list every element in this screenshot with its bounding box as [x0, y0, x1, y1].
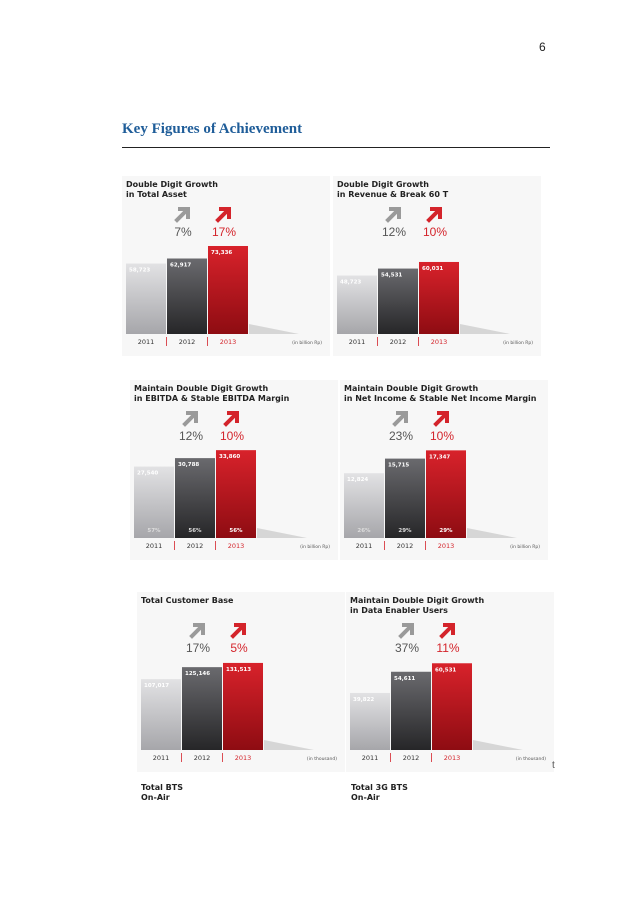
value-label: 107,017	[144, 683, 170, 690]
chart-panel-data-users	[346, 592, 554, 772]
section-title: Key Figures of Achievement	[122, 121, 303, 137]
x-tick-label: 2012	[186, 542, 204, 550]
edge-mark: t	[552, 760, 555, 771]
bar-chart-svg	[137, 592, 345, 772]
x-tick-label: 2013	[430, 338, 448, 346]
margin-label: 29%	[439, 528, 453, 534]
growth-arrow-icon	[233, 625, 244, 636]
value-label: 62,917	[170, 262, 192, 269]
unit-label: (in billion Rp)	[503, 341, 533, 346]
bar-2013	[223, 663, 263, 750]
margin-label: 57%	[147, 528, 161, 534]
x-tick-label: 2011	[348, 338, 366, 346]
growth-arrow-icon	[429, 209, 440, 220]
bar-chart-svg	[340, 380, 548, 560]
chart-panel-revenue	[333, 176, 541, 356]
page-number: 6	[539, 40, 546, 54]
x-tick-label: 2011	[145, 542, 163, 550]
bar-2013	[432, 663, 472, 750]
bar-2012	[167, 258, 207, 334]
growth-arrow-icon	[388, 209, 399, 220]
value-label: 58,723	[129, 267, 151, 274]
bar-2012	[175, 458, 215, 538]
value-label: 12,824	[347, 477, 369, 484]
bar-2013	[216, 450, 256, 538]
bar-shadow	[460, 324, 510, 334]
value-label: 27,540	[137, 470, 159, 477]
bar-2012	[391, 672, 431, 750]
growth-percent: 10%	[219, 429, 245, 443]
bar-chart-svg	[346, 592, 554, 772]
chart-title: Maintain Double Digit Growth in Data Enabler Users	[350, 596, 485, 615]
growth-arrow-icon	[185, 413, 196, 424]
section-divider	[122, 147, 550, 148]
bar-2011	[126, 264, 166, 334]
value-label: 30,788	[178, 462, 200, 469]
margin-label: 29%	[398, 528, 412, 534]
chart-title: Maintain Double Digit Growth in EBITDA & Stable EBITDA Margin	[134, 384, 290, 403]
chart-title: Double Digit Growth in Revenue & Break 60 T	[337, 180, 449, 199]
growth-arrow-icon	[401, 625, 412, 636]
growth-arrow-icon	[436, 413, 447, 424]
x-tick-label: 2012	[389, 338, 407, 346]
growth-percent: 12%	[381, 225, 407, 239]
bar-2012	[182, 667, 222, 750]
value-label: 60,531	[435, 667, 457, 674]
value-label: 73,336	[211, 249, 233, 256]
chart-panel-ebitda	[130, 380, 338, 560]
growth-percent: 12%	[178, 429, 204, 443]
chart-panel-total-asset	[122, 176, 330, 356]
total-bts-label: Total BTS On-Air	[141, 783, 183, 802]
bar-2013	[208, 246, 248, 334]
unit-label: (in thousand)	[515, 757, 546, 762]
growth-arrow-icon	[442, 625, 453, 636]
unit-label: (in billion Rp)	[292, 341, 322, 346]
x-tick-label: 2013	[437, 542, 455, 550]
growth-percent: 7%	[174, 225, 192, 239]
growth-arrow-icon	[218, 209, 229, 220]
value-label: 15,715	[388, 462, 410, 469]
unit-label: (in billion Rp)	[510, 545, 540, 550]
growth-percent: 5%	[230, 641, 248, 655]
value-label: 39,822	[353, 696, 375, 703]
bar-chart-svg	[122, 176, 330, 356]
margin-label: 26%	[357, 528, 371, 534]
chart-title: Maintain Double Digit Growth in Net Income & Stable Net Income Margin	[344, 384, 537, 403]
value-label: 131,513	[226, 666, 252, 673]
x-tick-label: 2013	[234, 754, 252, 762]
value-label: 17,347	[429, 454, 451, 461]
bar-shadow	[264, 740, 314, 750]
growth-percent: 37%	[394, 641, 420, 655]
value-label: 60,031	[422, 265, 444, 272]
chart-panel-net-income	[340, 380, 548, 560]
chart-title: Total Customer Base	[141, 596, 234, 605]
unit-label: (in billion Rp)	[300, 545, 330, 550]
x-tick-label: 2011	[152, 754, 170, 762]
x-tick-label: 2011	[361, 754, 379, 762]
chart-panel-customer-base	[137, 592, 345, 772]
growth-percent: 17%	[185, 641, 211, 655]
growth-percent: 17%	[211, 225, 237, 239]
value-label: 54,531	[381, 272, 403, 279]
bar-chart-svg	[333, 176, 541, 356]
margin-label: 56%	[188, 528, 202, 534]
x-tick-label: 2011	[137, 338, 155, 346]
x-tick-label: 2013	[219, 338, 237, 346]
total-3g-bts-label: Total 3G BTS On-Air	[351, 783, 408, 802]
growth-arrow-icon	[177, 209, 188, 220]
bar-shadow	[257, 528, 307, 538]
bar-2011	[141, 679, 181, 750]
bar-2013	[426, 450, 466, 538]
x-tick-label: 2011	[355, 542, 373, 550]
margin-label: 56%	[229, 528, 243, 534]
growth-percent: 10%	[429, 429, 455, 443]
bar-shadow	[249, 324, 299, 334]
x-tick-label: 2013	[227, 542, 245, 550]
bar-shadow	[473, 740, 523, 750]
x-tick-label: 2012	[193, 754, 211, 762]
growth-arrow-icon	[226, 413, 237, 424]
value-label: 54,611	[394, 675, 416, 682]
value-label: 48,723	[340, 279, 362, 286]
bar-chart-svg	[130, 380, 338, 560]
growth-percent: 10%	[422, 225, 448, 239]
x-tick-label: 2013	[443, 754, 461, 762]
value-label: 33,860	[219, 454, 241, 461]
x-tick-label: 2012	[402, 754, 420, 762]
x-tick-label: 2012	[178, 338, 196, 346]
growth-percent: 23%	[388, 429, 414, 443]
bar-2012	[385, 459, 425, 538]
chart-title: Double Digit Growth in Total Asset	[126, 180, 218, 199]
growth-arrow-icon	[395, 413, 406, 424]
growth-arrow-icon	[192, 625, 203, 636]
unit-label: (in thousand)	[306, 757, 337, 762]
bar-shadow	[467, 528, 517, 538]
bar-2013	[419, 262, 459, 334]
value-label: 125,146	[185, 671, 211, 678]
growth-percent: 11%	[436, 641, 460, 655]
x-tick-label: 2012	[396, 542, 414, 550]
